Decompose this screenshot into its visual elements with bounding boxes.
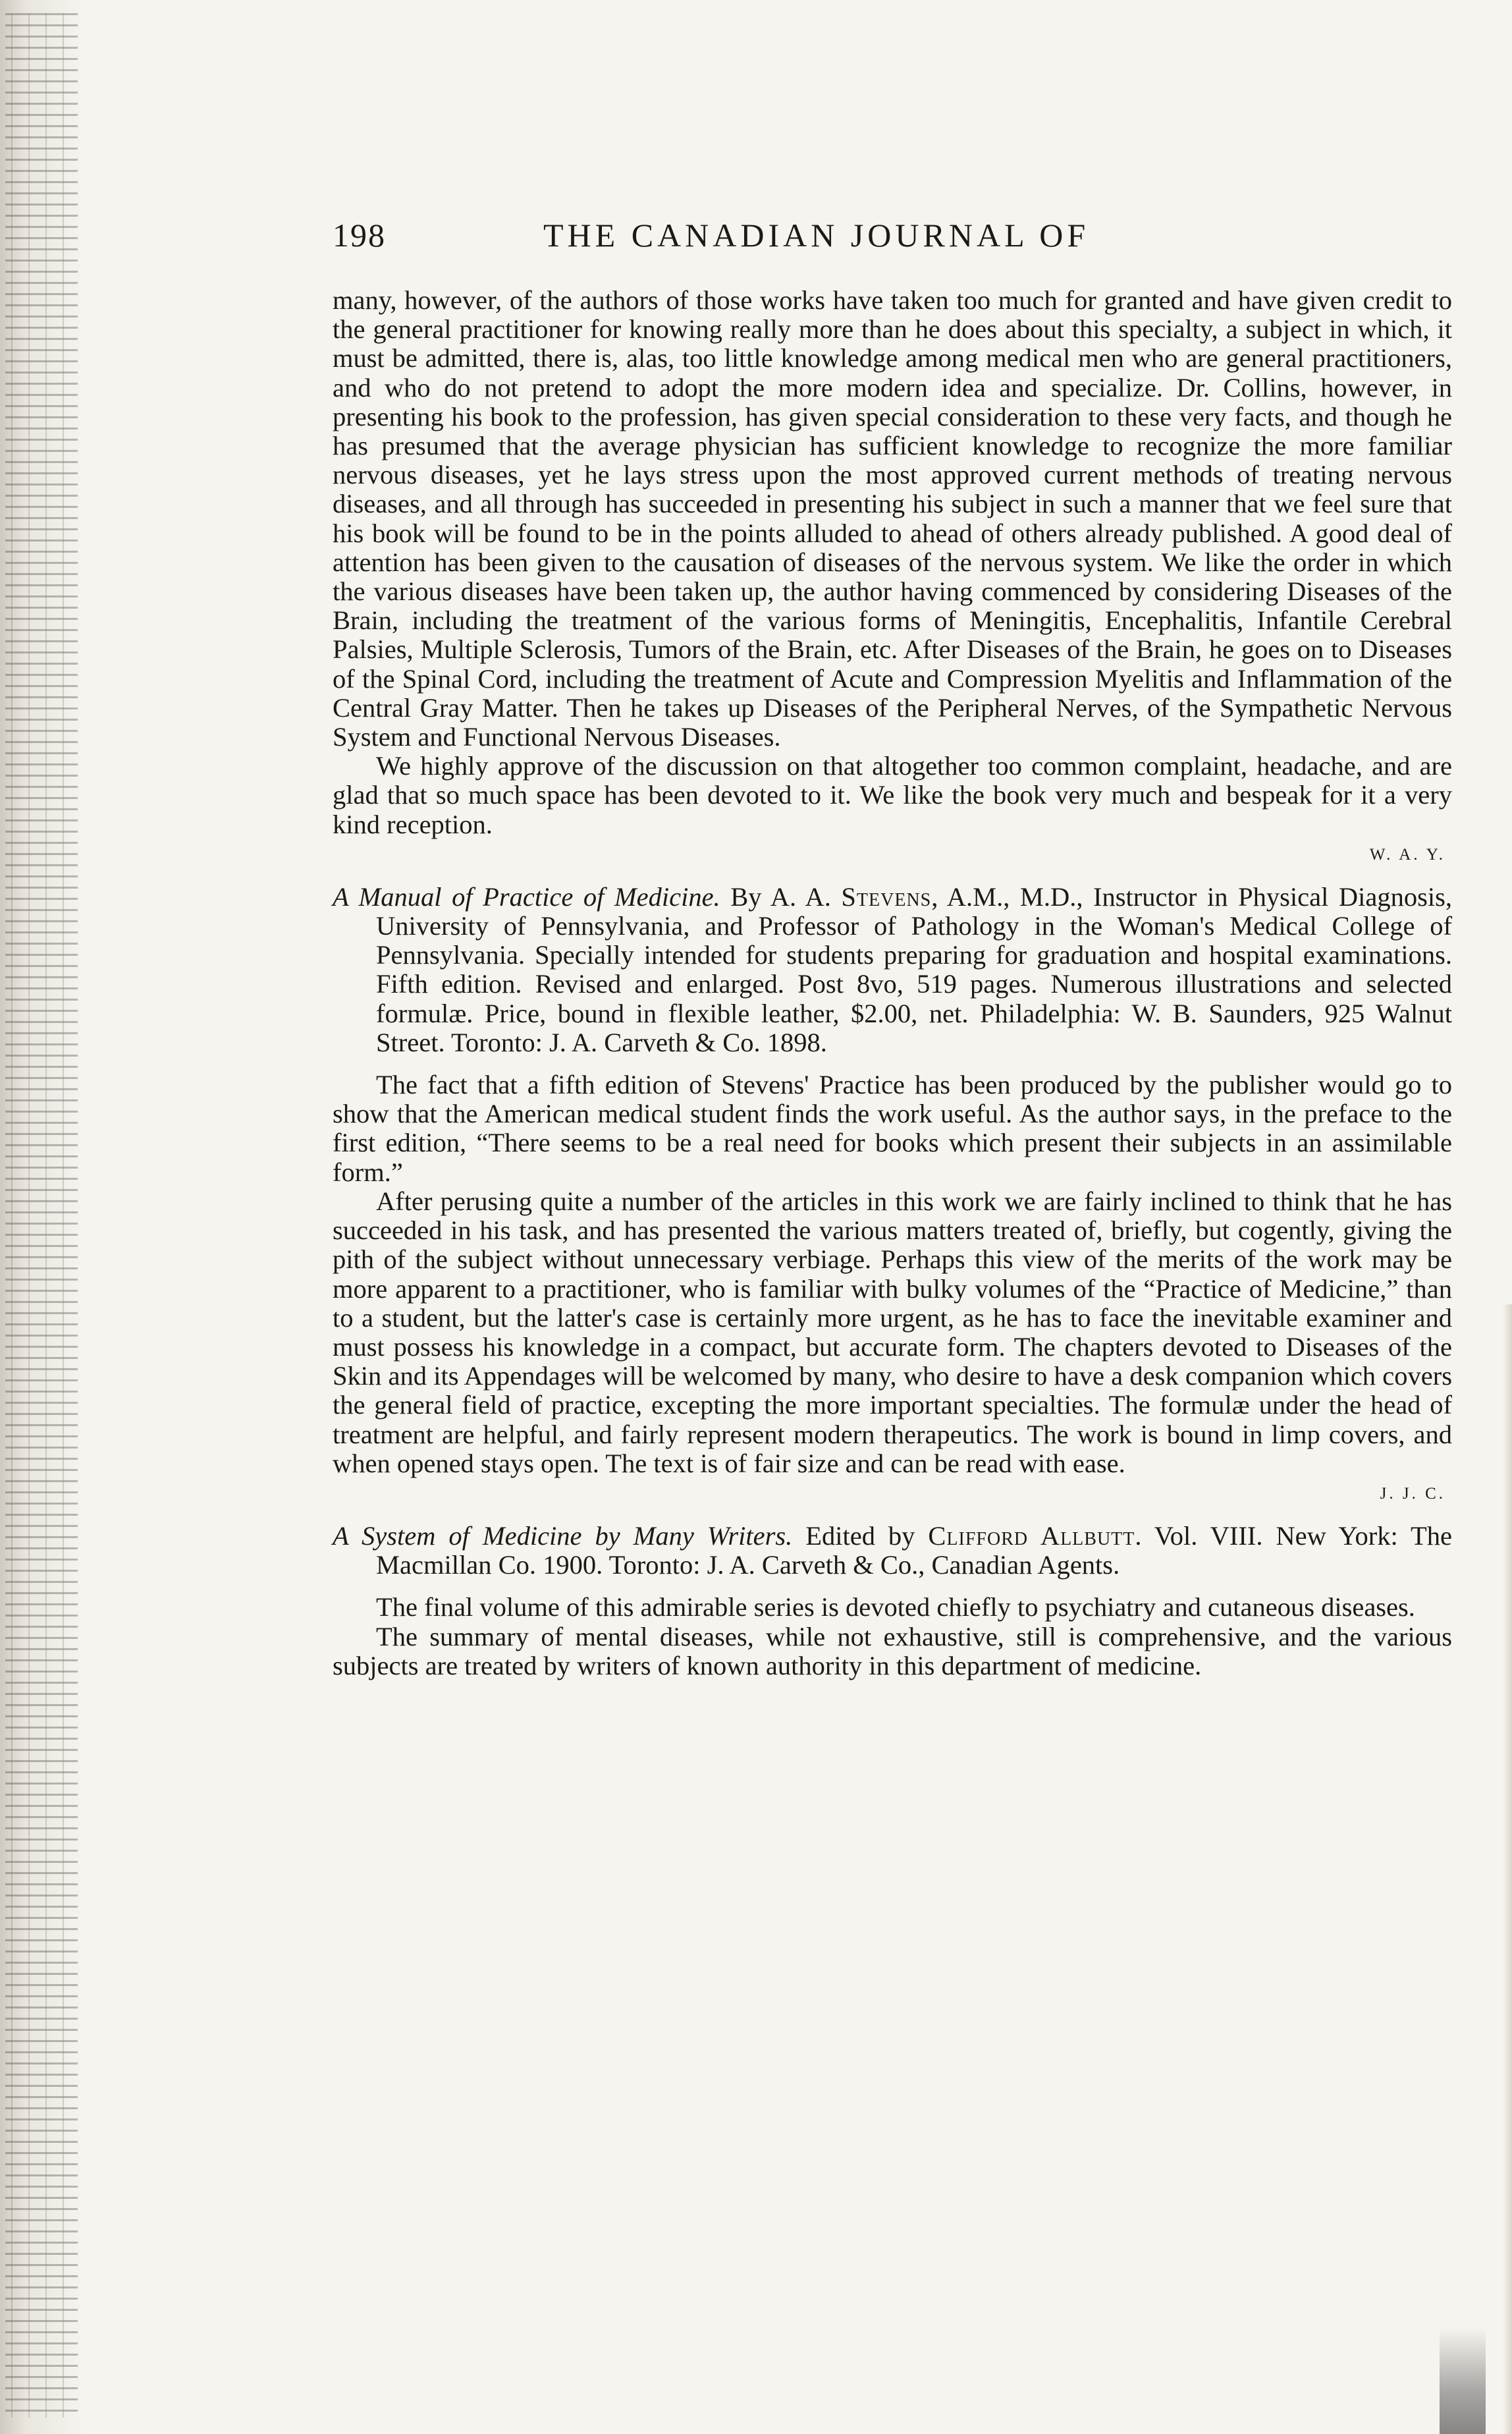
review-allbutt-para-2: The summary of mental diseases, while not exhaustive, still is comprehensive, and the various subjects are treated by writers of known authority in this department of medicine.: [333, 1621, 1452, 1680]
book-title: A Manual of Practice of Medicine.: [333, 881, 720, 912]
book-citation-allbutt: [333, 1522, 1452, 1580]
book-by: By A. A.: [730, 881, 831, 912]
page-header: [333, 211, 1452, 263]
running-title: THE CANADIAN JOURNAL OF: [543, 217, 1090, 254]
review-allbutt-para-1: The final volume of this admirable series is devoted chiefly to psychiatry and cutaneous diseases.: [376, 1592, 1415, 1622]
book-author: Stevens: [841, 881, 932, 912]
review-collins-closing: We highly approve of the discussion on that altogether too common complaint, headache, and are glad that so much space has been devoted to it. We like the book very much and bespeak for it a very kind reception.: [333, 751, 1452, 839]
book-editor: Clifford Allbutt: [928, 1520, 1135, 1551]
corner-smudge: [1440, 2329, 1486, 2434]
book-edited-by: Edited by: [805, 1520, 915, 1551]
book-details: , A.M., M.D., Instructor in Physical Diagnosis, University of Pennsylvania, and Professor of Pathology in the Woman's Medical College of Pennsylvania. Specially intended for students preparing for graduation and hospital examinations. Fifth edition. Revised and enlarged. Post 8vo, 519 pages. Numerous illustrations and selected formulæ. Price, bound in flexible leather, $2.00, net. Philadelphia: W. B. Saunders, 925 Walnut Street. Toronto: J. A. Carveth & Co. 1898.: [376, 881, 1452, 1057]
review-stevens-para-1: The fact that a fifth edition of Stevens' Practice has been produced by the publisher would go to show that the American medical student finds the work useful. As the author says, in the preface to the first edition, “There seems to be a real need for books which present their subjects in an assimilable form.”: [333, 1070, 1452, 1187]
reviewer-signature: W. A. Y.: [1369, 845, 1445, 864]
page-edge-shadow: [1503, 1304, 1512, 2434]
journal-page: [333, 211, 1452, 1680]
page-gutter-binding: [0, 0, 86, 2434]
book-citation-stevens: [333, 883, 1452, 1057]
review-stevens-para-2: After perusing quite a number of the articles in this work we are fairly inclined to think that he has succeeded in his task, and has presented the various matters treated of, briefly, but cogently, giving the pith of the subject without unnecessary verbiage. Perhaps this view of the merits of the work may be more apparent to a practitioner, who is familiar with bulky volumes of the “Practice of Medicine,” than to a student, but the latter's case is certainly more urgent, as he has to face the inevitable examiner and must possess his knowledge in a compact, but accurate form. The chapters devoted to Diseases of the Skin and its Appendages will be welcomed by many, who desire to have a desk companion which covers the general field of practice, excepting the more important specialties. The formulæ under the head of treatment are helpful, and fairly represent modern therapeutics. The work is bound in limp covers, and when opened stays open. The text is of fair size and can be read with ease.: [333, 1186, 1452, 1478]
reviewer-signature: J. J. C.: [1380, 1484, 1445, 1503]
review-collins-continuation: many, however, of the authors of those works have taken too much for granted and have given credit to the general practitioner for knowing really more than he does about this specialty, a subject in which, it must be admitted, there is, alas, too little knowledge among medical men who are general practitioners, and who do not pretend to adopt the more modern idea and specialize. Dr. Collins, however, in presenting his book to the profession, has given special consideration to these very facts, and though he has presumed that the average physician has sufficient knowledge to recognize the more familiar nervous diseases, yet he lays stress upon the most approved current methods of treating nervous diseases, and all through has succeeded in presenting his subject in such a manner that we feel sure that his book will be found to be in the points alluded to ahead of others already published. A good deal of attention has been given to the causation of diseases of the nervous system. We like the order in which the various diseases have been taken up, the author having commenced by considering Diseases of the Brain, including the treatment of the various forms of Meningitis, Encephalitis, Infantile Cerebral Palsies, Multiple Sclerosis, Tumors of the Brain, etc. After Diseases of the Brain, he goes on to Diseases of the Spinal Cord, including the treatment of Acute and Compression Myelitis and Inflammation of the Central Gray Matter. Then he takes up Diseases of the Peripheral Nerves, of the Sympathetic Nervous System and Functional Nervous Diseases.: [333, 285, 1452, 752]
book-details: . Vol. VIII. New York: The Macmillan Co. 1900. Toronto: J. A. Carveth & Co., Canadian Agents.: [376, 1520, 1452, 1580]
book-title: A System of Medicine by Many Writers.: [333, 1520, 793, 1551]
binding-shadow: [5, 13, 78, 2418]
page-number: 198: [333, 217, 386, 254]
